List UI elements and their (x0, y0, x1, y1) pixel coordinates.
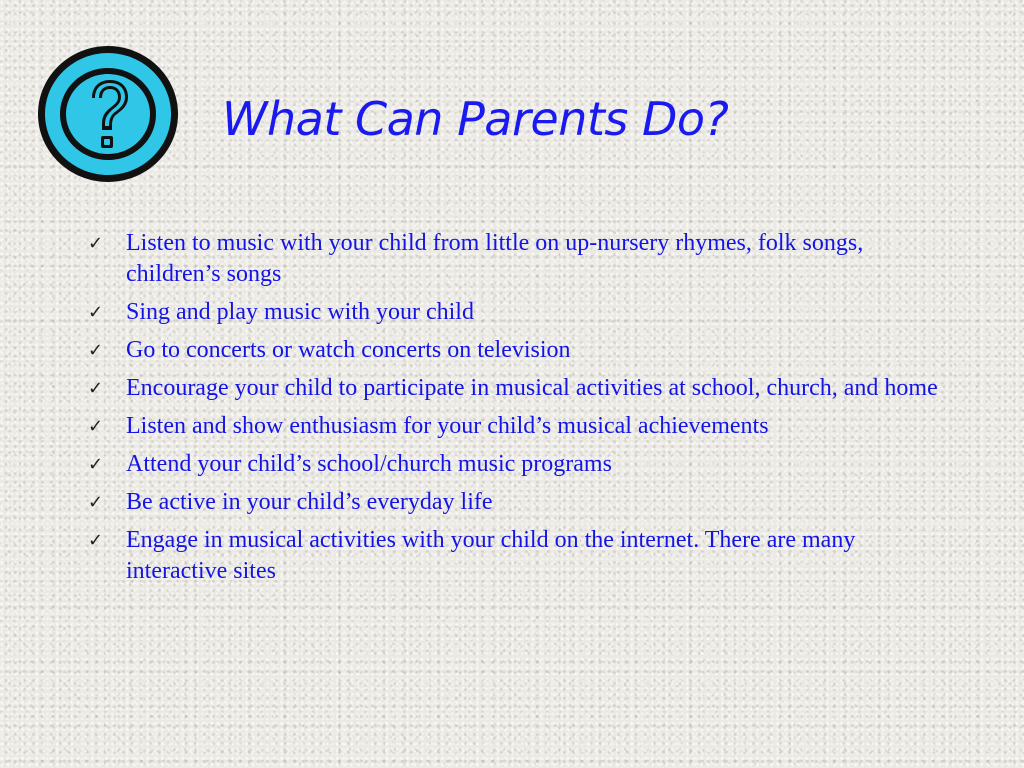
bullet-text: Attend your child’s school/church music programs (126, 451, 612, 477)
slide-title: What Can Parents Do? (222, 92, 729, 146)
list-item (88, 335, 948, 366)
check-mark-icon: ✓ (88, 302, 104, 323)
check-mark-icon: ✓ (88, 530, 104, 551)
bullet-text: Encourage your child to participate in musical activities at school, church, and home (126, 375, 938, 401)
check-mark-icon: ✓ (88, 340, 104, 361)
check-mark-icon: ✓ (88, 416, 104, 437)
list-item (88, 373, 948, 404)
list-item (88, 449, 948, 480)
bullet-text: Listen and show enthusiasm for your child’s musical achievements (126, 413, 769, 439)
bullet-text: Listen to music with your child from little on up-nursery rhymes, folk songs, children’s songs (126, 230, 864, 287)
check-mark-icon: ✓ (88, 492, 104, 513)
question-mark-circle-icon (34, 42, 182, 186)
check-mark-icon: ✓ (88, 454, 104, 475)
list-item (88, 228, 948, 290)
bullet-text: Be active in your child’s everyday life (126, 489, 493, 515)
check-mark-icon: ✓ (88, 233, 104, 254)
list-item (88, 525, 948, 587)
check-mark-icon: ✓ (88, 378, 104, 399)
bullet-text: Sing and play music with your child (126, 299, 474, 325)
bullet-text: Go to concerts or watch concerts on television (126, 337, 571, 363)
list-item (88, 411, 948, 442)
list-item (88, 297, 948, 328)
bullet-text: Engage in musical activities with your child on the internet. There are many interactive sites (126, 527, 856, 584)
list-item (88, 487, 948, 518)
bullet-list (88, 228, 948, 594)
